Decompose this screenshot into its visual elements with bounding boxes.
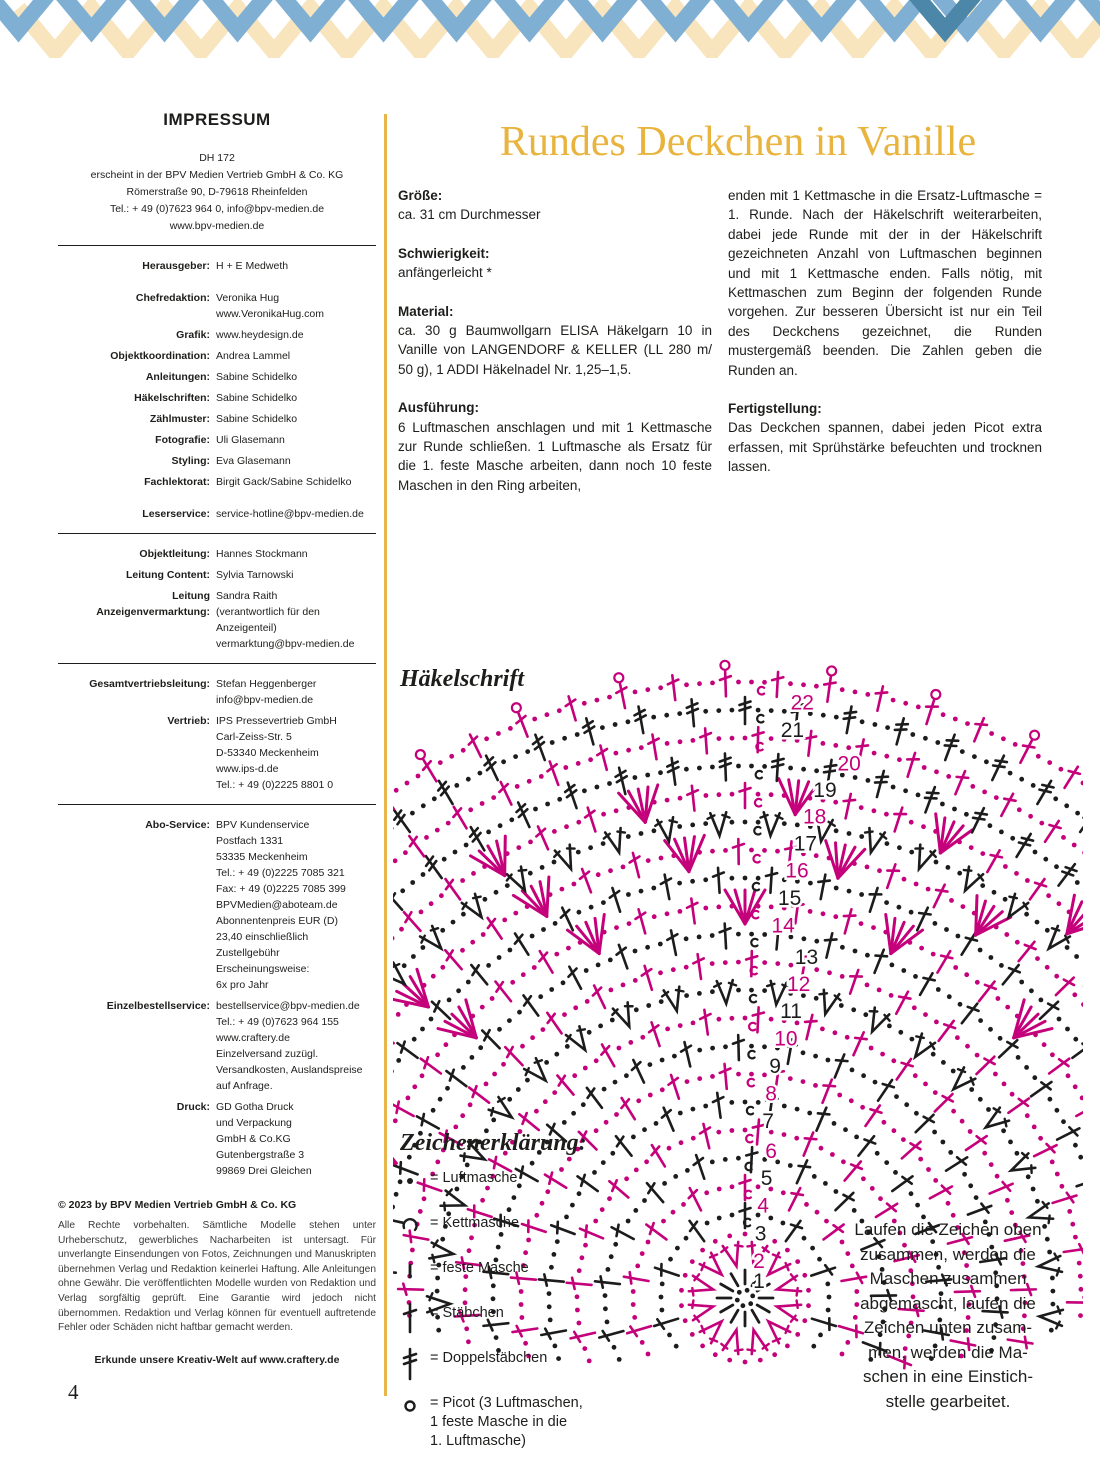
article-section [398,186,712,225]
round-number-4: 4 [757,1194,769,1218]
impressum-label: Styling: [171,455,210,467]
impressum-value-line: Sabine Schidelko [216,371,298,383]
impressum-label: Fachlektorat: [144,476,210,488]
legend-item-text [430,1212,519,1233]
impressum-value-line: GD Gotha Druck [216,1101,294,1113]
section-heading: Material: [398,303,454,319]
chart-note-line: abgemascht, laufen die [860,1293,1036,1313]
round-number-13: 13 [794,946,819,970]
impressum-value-line: vermarktung@bpv-medien.de [216,638,355,650]
impressum-label: Gesamtvertriebsleitung: [89,678,210,690]
article-section [728,186,1042,380]
impressum-value-line: Sandra Raith [216,590,278,602]
section-body: enden mit 1 Kettmasche in die Ersatz-Luftmasche = 1. Runde. Nach der Häkelschrift weiterarbeiten, dabei jede Runde mit der in der Häkelschrift gezeichneten Anzahl von Luftmaschen beginnen und mit 1 Kettmasche enden. Falls nötig, mit Kettmaschen zum Beginn der folgenden Runde vorgehen. Zur besseren Übersicht ist nur ein Teil des Deckchens gezeichnet, die Runden mustergemäß beenden. Die Zahlen geben die Runden an. [728,188,1042,378]
legend-symbol [400,1392,430,1431]
legend-text-line: = Picot (3 Luftmaschen, [430,1395,583,1411]
impressum-label: Druck: [176,1101,210,1113]
impressum-value [216,546,376,562]
impressum-value-line: und Verpackung [216,1117,292,1129]
impressum-value-line: Fax: + 49 (0)2225 7085 399 [216,883,346,895]
impressum-entry [58,411,376,427]
round-number-10: 10 [774,1027,798,1051]
impressum-label: Abo-Service: [145,819,210,831]
page-number: 4 [68,1380,79,1404]
impressum-value [216,506,376,522]
impressum-title: IMPRESSUM [163,110,271,129]
column-divider-rule [384,114,387,1396]
impressum-value-line: Sabine Schidelko [216,392,298,404]
article-section [398,302,712,380]
impressum-value-line: Erscheinungsweise: [216,963,310,975]
chart-note [842,1218,1054,1414]
legend-text-line: 1 feste Masche in die [430,1414,568,1430]
impressum-label: Fotografie: [155,434,210,446]
round-number-11: 11 [780,1000,802,1024]
section-body: ca. 30 g Baumwollgarn ELISA Häkelgarn 10 in Vanille von LANGENDORF & KELLER (LL 280 m/ 50 g), 1 ADDI Häkelnadel Nr. 1,25–1,5. [398,323,712,377]
impressum-value [216,327,376,343]
impressum-entry [58,453,376,469]
legend-item [400,1302,650,1341]
copyright-line: © 2023 by BPV Medien Vertrieb GmbH & Co. KG [58,1199,297,1211]
impressum-value [216,998,376,1094]
impressum-value-line: IPS Pressevertrieb GmbH [216,715,337,727]
impressum-value [216,453,376,469]
legend-item-text [430,1167,517,1188]
impressum-value-line: Veronika Hug [216,292,280,304]
round-number-8: 8 [765,1082,777,1106]
section-heading: Ausführung: [398,400,479,416]
impressum-value-line: Tel.: + 49 (0)2225 7085 321 [216,867,345,879]
impressum-entry [58,348,376,364]
impressum-value [216,474,376,490]
round-number-14: 14 [771,914,795,938]
legend-item [400,1212,650,1251]
impressum-value-line: 99869 Drei Gleichen [216,1165,312,1177]
round-number-19: 19 [813,779,837,802]
symbol-legend [400,1130,650,1457]
section-heading: Größe: [398,188,443,203]
legend-item [400,1347,650,1386]
impressum-column [58,112,376,1368]
legend-item-text [430,1392,583,1451]
publisher-line: erscheint in der BPV Medien Vertrieb GmbH & Co. KG [90,169,344,181]
impressum-entry [58,998,376,1094]
impressum-rule [58,804,376,805]
legend-symbol [400,1347,430,1386]
impressum-value [216,369,376,385]
impressum-label: Vertrieb: [167,715,210,727]
section-body: anfängerleicht * [398,265,492,281]
round-number-5: 5 [760,1167,773,1191]
round-number-6: 6 [765,1139,777,1163]
round-number-18: 18 [803,805,827,829]
impressum-value-line: Hannes Stockmann [216,548,308,560]
legend-text-line: = Kettmasche [430,1215,520,1231]
section-body: ca. 31 cm Durchmesser [398,207,541,223]
impressum-value-line: bestellservice@bpv-medien.de [216,1000,360,1012]
section-heading: Fertigstellung: [728,401,822,417]
impressum-value-line: 6x pro Jahr [216,979,269,991]
impressum-label: Zählmuster: [149,413,210,425]
legend-symbol [400,1212,430,1251]
impressum-rule [58,245,376,246]
publisher-line: Römerstraße 90, D-79618 Rheinfelden [126,186,308,198]
picot-circle-icon [400,1392,426,1426]
impressum-value-line: 23,40 einschließlich [216,931,309,943]
impressum-entry [58,1099,376,1179]
article-column-1 [398,186,712,495]
impressum-value-line: auf Anfrage. [216,1080,273,1092]
impressum-value-line: Einzelversand zuzügl. [216,1048,319,1060]
doppelstaebchen-cross-icon [400,1347,426,1381]
impressum-value-line: Sabine Schidelko [216,413,298,425]
impressum-label: Chefredaktion: [135,292,210,304]
impressum-value-line: BPVMedien@aboteam.de [216,899,338,911]
impressum-entry [58,713,376,793]
impressum-value [216,588,376,652]
impressum-label: Leitung Content: [126,569,210,581]
impressum-value-line: www.VeronikaHug.com [216,308,324,320]
impressum-entry [58,676,376,708]
impressum-value-line: Sylvia Tarnowski [216,569,294,581]
legend-item-text [430,1257,529,1278]
article-section [398,244,712,283]
legend-text-line: = Doppelstäbchen [430,1350,548,1366]
impressum-value-line: D-53340 Meckenheim [216,747,319,759]
impressum-value-line: www.heydesign.de [216,329,304,341]
round-number-16: 16 [785,859,809,883]
impressum-entry [58,546,376,562]
impressum-value-line: www.ips-d.de [216,763,279,775]
round-number-1: 1 [753,1270,765,1293]
impressum-value-line: Tel.: + 49 (0)7623 964 155 [216,1016,339,1028]
chevron-border [0,0,1100,58]
impressum-label: Objektkoordination: [110,350,210,362]
section-body: 6 Luftmaschen anschlagen und mit 1 Kettmasche zur Runde schließen. 1 Luftmasche als Ersatz für die 1. feste Masche arbeiten, dann noch 10 feste Maschen in den Ring arbeiten, [398,419,712,493]
impressum-value-line: Gutenbergstraße 3 [216,1149,305,1161]
impressum-rule [58,663,376,664]
legal-paragraph: Alle Rechte vorbehalten. Sämtliche Modelle stehen unter Urheberschutz, gewerbliches Nacharbeiten ist untersagt. Für unverlangte Einsendungen von Fotos, Zeichnungen und Manuskripten übernehmen Verlag und Redaktion keinerlei Haftung. Alle Anleitungen ohne Gewähr. Die veröffentlichten Modelle wurden von Redaktion und Verlag sorgfältig geprüft. Eine Garantie wird jedoch nicht übernommen. Redaktion und Verlag können für eventuell auftretende Fehler oder Schäden nicht haftbar gemacht werden. [58,1220,376,1334]
round-number-7: 7 [762,1110,774,1134]
craftery-footer-line: Erkunde unsere Kreativ-Welt auf www.craftery.de [94,1353,340,1366]
impressum-entry [58,432,376,448]
impressum-value-line: (verantwortlich für den [216,606,320,618]
impressum-value [216,411,376,427]
impressum-value-line: Postfach 1331 [216,835,284,847]
section-heading: Schwierigkeit: [398,245,490,261]
impressum-entry [58,290,376,322]
impressum-value-line: Abonnentenpreis EUR (D) [216,915,338,927]
impressum-entry [58,258,376,274]
impressum-value-line: Birgit Gack/Sabine Schidelko [216,476,352,488]
round-number-21: 21 [780,718,805,742]
round-number-12: 12 [787,973,811,997]
impressum-entry [58,369,376,385]
legend-item [400,1392,650,1451]
legend-text-line: = Stäbchen [430,1305,504,1321]
impressum-label: Einzelbestellservice: [106,1000,210,1012]
legend-items [400,1167,650,1451]
legend-item [400,1167,650,1206]
article-column-2 [728,186,1042,477]
impressum-value-line: Eva Glasemann [216,455,291,467]
impressum-entry [58,506,376,522]
impressum-label: Objektleitung: [139,548,210,560]
impressum-publisher-block [58,150,376,234]
impressum-entry [58,567,376,583]
staebchen-cross-icon [400,1302,426,1336]
section-body: Das Deckchen spannen, dabei jeden Picot extra erfassen, mit Sprühstärke befeuchten und trocknen lassen. [728,420,1042,475]
impressum-label: Leserservice: [142,508,210,520]
impressum-value-line: www.craftery.de [216,1032,290,1044]
impressum-rule [58,533,376,534]
publisher-line: www.bpv-medien.de [169,220,265,232]
impressum-value [216,290,376,322]
article-section [398,398,712,495]
impressum-value [216,713,376,793]
chart-note-line: schen in eine Einstich- [862,1367,1034,1386]
legend-symbol [400,1257,430,1296]
luftmasche-dot-icon [400,1167,426,1201]
publisher-line: DH 172 [199,152,235,164]
impressum-value-line: H + E Medweth [216,260,289,272]
round-number-17: 17 [793,832,818,856]
impressum-value-line: Andrea Lammel [216,350,291,362]
legend-item [400,1257,650,1296]
impressum-value-line: BPV Kundenservice [216,819,310,831]
chart-note-line: men, werden die Ma- [868,1342,1028,1362]
impressum-groups [58,245,376,1179]
impressum-value [216,676,376,708]
chart-heading: Häkelschrift [400,666,524,692]
chart-note-line: stelle gearbeitet. [885,1391,1011,1411]
chart-note-line: Maschen zusammen [869,1269,1027,1288]
legend-text-line: = feste Masche [430,1260,529,1276]
article-title: Rundes Deckchen in Vanille [499,119,977,165]
round-number-22: 22 [790,691,814,715]
impressum-entry [58,588,376,652]
legend-item-text [430,1302,504,1323]
impressum-entry [58,817,376,993]
impressum-label: Herausgeber: [142,260,210,272]
impressum-value-line: Zustellgebühr [216,947,280,959]
kettmasche-curl-icon [400,1212,426,1246]
impressum-value [216,817,376,993]
feste-masche-bar-icon [400,1257,426,1291]
impressum-label: Grafik: [176,329,210,341]
article-section [728,399,1042,477]
legend-heading: Zeichenerklärung: [400,1130,587,1156]
publisher-line: Tel.: + 49 (0)7623 964 0, info@bpv-medien.de [109,203,325,215]
impressum-value-line: service-hotline@bpv-medien.de [216,508,364,520]
legend-text-line: = Luftmasche [430,1170,518,1186]
impressum-value [216,258,376,274]
legend-symbol [400,1167,430,1206]
impressum-value-line: Anzeigenteil) [216,622,277,634]
impressum-entry [58,390,376,406]
impressum-entry [58,327,376,343]
impressum-value-line: Carl-Zeiss-Str. 5 [216,731,292,743]
impressum-value-line: 53335 Meckenheim [216,851,308,863]
legend-symbol [400,1302,430,1341]
round-number-3: 3 [754,1222,767,1246]
round-number-9: 9 [769,1054,781,1078]
legend-text-line: 1. Luftmasche) [430,1433,526,1449]
round-number-15: 15 [777,887,802,910]
impressum-value-line: GmbH & Co.KG [216,1133,291,1145]
impressum-value-line: info@bpv-medien.de [216,694,314,706]
impressum-value [216,348,376,364]
chart-note-line: Laufen die Zeichen oben [854,1220,1042,1239]
impressum-value-line: Uli Glasemann [216,434,285,446]
round-number-20: 20 [837,752,861,776]
impressum-value [216,1099,376,1179]
round-number-2: 2 [753,1250,765,1274]
impressum-label: Häkelschriften: [134,392,210,404]
chart-note-line: Zeichen unten zusam- [863,1318,1033,1337]
legend-item-text [430,1347,547,1368]
impressum-label: Anleitungen: [145,371,210,383]
chart-note-line: zusammen, werden die [860,1244,1036,1264]
impressum-value-line: Tel.: + 49 (0)2225 8801 0 [216,779,334,791]
impressum-value [216,432,376,448]
impressum-value [216,567,376,583]
impressum-value-line: Stefan Heggenberger [216,678,317,690]
impressum-value-line: Versandkosten, Auslandspreise [216,1064,363,1076]
impressum-label: Leitung Anzeigenvermarktung: [96,590,210,618]
impressum-value [216,390,376,406]
impressum-entry [58,474,376,490]
